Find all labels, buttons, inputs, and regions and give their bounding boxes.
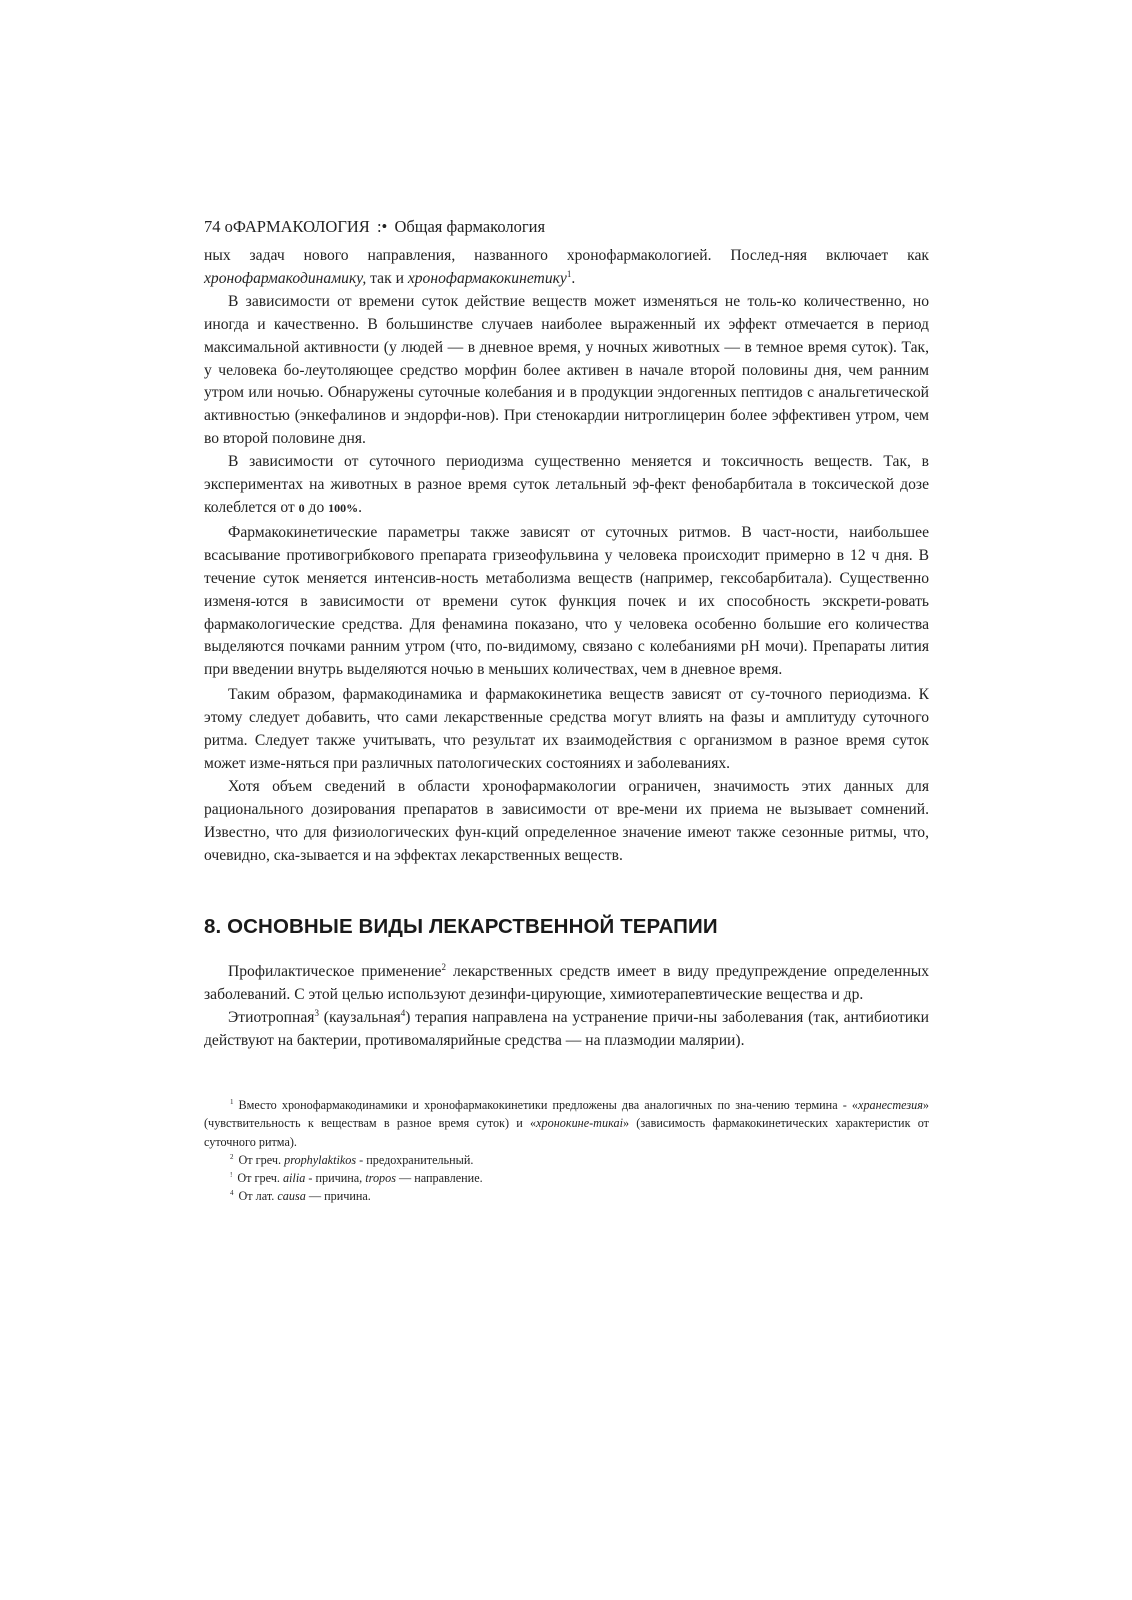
text-run: Этиотропная	[228, 1009, 315, 1027]
text-run: лекарственных средств имеет в виду предупреждение определенных заболеваний. С этой целью используют дезинфи-цирующие, химиотерапевтические вещества и др.	[204, 963, 929, 1004]
footnote-3	[204, 1169, 929, 1187]
text-run: Вместо хронофармакодинамики и хронофармакокинетики предложены два аналогичных по зна-чению термина - «	[238, 1098, 859, 1113]
paragraph-7	[204, 961, 929, 1007]
text-run: ных задач нового направления, названного хронофармакологией. Послед-няя включает как	[204, 247, 929, 264]
footnote-ref: 4	[400, 1008, 406, 1019]
text-run: — направление.	[395, 1170, 483, 1185]
italic-term: хранестезия	[858, 1098, 923, 1113]
text-run: От греч.	[237, 1170, 283, 1185]
page	[204, 216, 929, 1205]
paragraph-3	[204, 451, 929, 520]
text-run: Профилактическое применение	[228, 963, 442, 981]
text-run: .	[571, 269, 576, 287]
paragraph-5: Таким образом, фармакодинамика и фармакокинетика веществ зависят от су-точного периодизма. К этому следует добавить, что сами лекарственные средства могут влиять на фазы и амплитуду суточного ритма. Следует также учитывать, что результат их взаимодействия с организмом в разное время суток может изме-няться при различных патологических состояниях и заболеваниях.	[204, 686, 929, 772]
text-run: ) терапия направлена на устранение причи-ны заболевания (так, антибиотики действуют на бактерии, противомалярийные средства — на плазмодии малярии).	[204, 1009, 929, 1050]
footnote-1	[204, 1096, 929, 1151]
paragraph-1	[204, 245, 929, 291]
italic-term: ailia	[282, 1170, 306, 1185]
section-heading: 8. ОСНОВНЫЕ ВИДЫ ЛЕКАРСТВЕННОЙ ТЕРАПИИ	[204, 915, 718, 939]
text-run: От греч.	[238, 1152, 285, 1167]
running-head	[204, 216, 929, 238]
page-number: 74	[204, 217, 221, 236]
text-run: В зависимости от суточного периодизма существенно меняется и токсичность веществ. Так, в экспериментах на животных в разное время суток летальный эф-фект фенобарбитала в токсической дозе колеблется от	[204, 453, 929, 516]
footnote-ref: 1	[566, 268, 572, 279]
italic-term: хронокине-тикаi	[536, 1116, 623, 1131]
text-run: От лат.	[238, 1189, 278, 1204]
text-run: (каузальная	[318, 1009, 401, 1027]
header-bullet: о	[224, 217, 233, 236]
bold-number: 100%	[328, 500, 359, 515]
footnote-2	[204, 1151, 929, 1169]
footnotes	[204, 1096, 929, 1205]
text-run: — причина.	[305, 1189, 371, 1204]
text-run: - причина,	[305, 1170, 366, 1185]
footnote-4	[204, 1187, 929, 1205]
paragraph-4: Фармакокинетические параметры также зависят от суточных ритмов. В част-ности, наибольшее всасывание противогрибкового препарата гризеофульвина у человека происходит примерно в 12 ч дня. В течение суток меняется интенсив-ность метаболизма веществ (например, гексобарбитала). Существенно изменя-ются в зависимости от времени суток функция почек и их способность экскрети-ровать фармакологические средства. Для фенамина показано, что у человека особенно большие его количества выделяются почками ранним утром (что, по-видимому, связано с колебаниями рН мочи). Препараты лития при введении внутрь выделяются ночью в меньших количествах, чем в дневное время.	[204, 523, 929, 679]
paragraph-2: В зависимости от времени суток действие веществ может изменяться не толь-ко количественно, но иногда и качественно. В большинстве случаев наиболее выраженный их эффект отмечается в период максимальной активности (у людей — в дневное время, у ночных животных — в темное время суток). Так, у человека бо-леутоляющее средство морфин более активен в начале второй половины дня, чем ранним утром или ночью. Обнаружены суточные колебания и в продукции эндогенных пептидов с анальгетической активностью (энкефалинов и эндорфи-нов). При стенокардии нитроглицерин более эффективен утром, чем во второй половине дня.	[204, 292, 929, 448]
text-run: так и	[366, 269, 408, 287]
text-run: до	[304, 498, 329, 516]
book-title: ФАРМАКОЛОГИЯ	[232, 217, 370, 236]
paragraph-6: Хотя объем сведений в области хронофармакологии ограничен, значимость этих данных для рационального дозирования препаратов в зависимости от вре-мени их приема не вызывает сомнений. Известно, что для физиологических фун-кций определенное значение имеют также сезонные ритмы, что, очевидно, ска-зывается и на эффектах лекарственных веществ.	[204, 777, 929, 864]
footnote-mark: 2	[230, 1152, 234, 1161]
footnote-mark: 4	[230, 1189, 234, 1198]
italic-term: prophylaktikos	[284, 1152, 357, 1167]
body-text	[204, 245, 929, 1053]
bold-number: 0	[298, 500, 305, 515]
footnote-ref: 3	[314, 1008, 319, 1019]
italic-term: tropos	[365, 1170, 396, 1185]
italic-term: хронофармакокинетику	[407, 269, 567, 287]
footnote-ref: 2	[441, 962, 446, 973]
italic-term: causa	[277, 1189, 306, 1204]
footnote-mark: 1	[230, 1098, 234, 1107]
paragraph-8	[204, 1007, 929, 1053]
text-run: .	[358, 498, 363, 516]
header-separator: :•	[376, 217, 388, 236]
italic-term: хронофармакодинамику,	[204, 269, 367, 287]
text-run: » (чувствительность к веществам в разное время суток) и «	[204, 1098, 929, 1131]
footnote-mark: !	[230, 1170, 233, 1179]
text-run: - предохранительный.	[356, 1152, 474, 1167]
text-run: » (зависимость фармакокинетических характеристик от суточного ритма).	[204, 1116, 930, 1149]
section-title: Общая фармакология	[394, 217, 546, 236]
